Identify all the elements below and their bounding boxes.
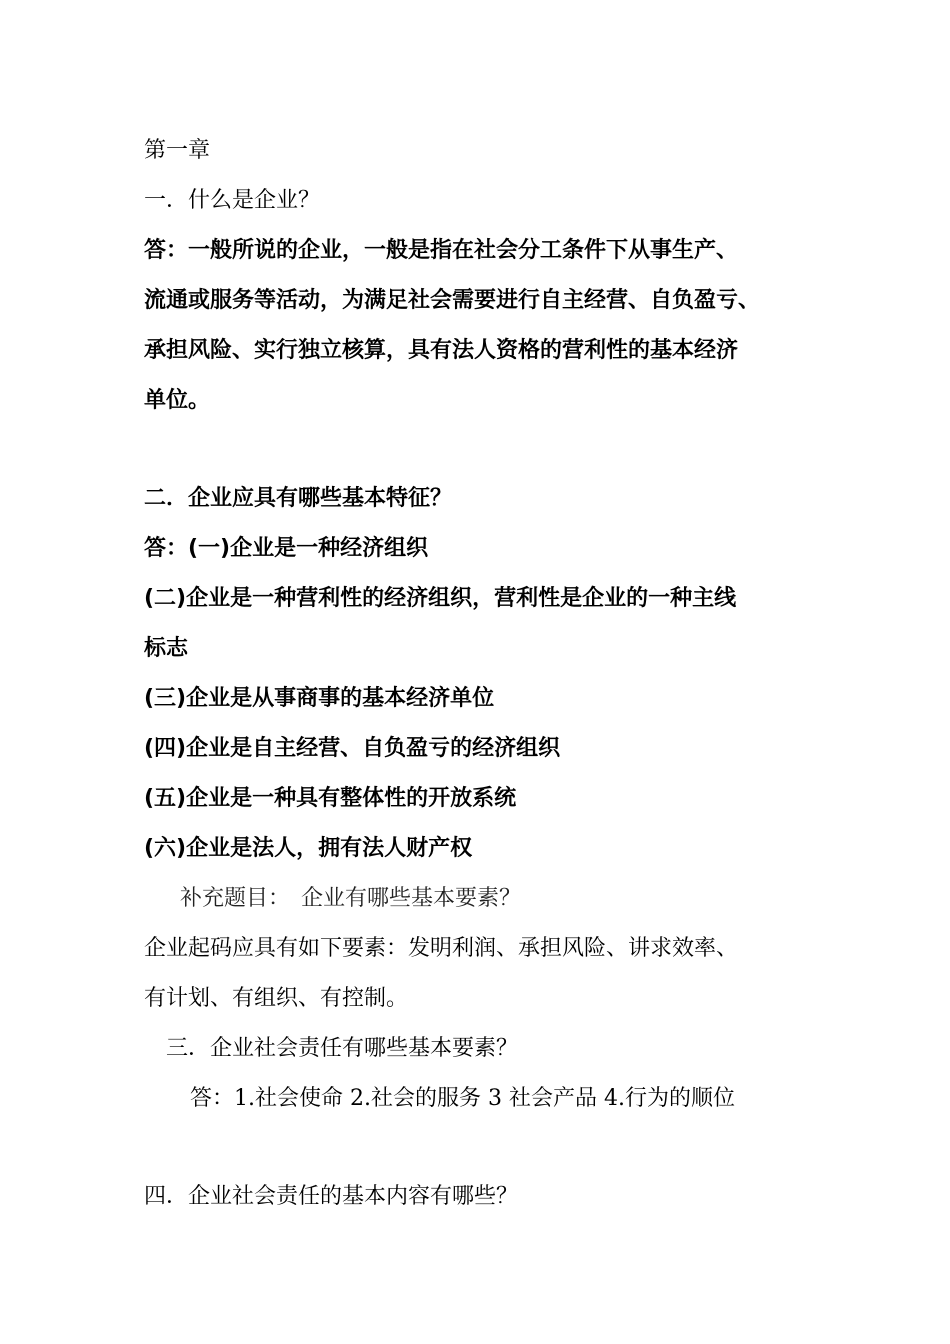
answer-2-line-5: (四)企业是自主经营、自负盈亏的经济组织 [144,736,561,761]
supplement-answer-line-2: 有计划、有组织、有控制。 [144,986,409,1011]
answer-2-line-3: 标志 [144,636,189,661]
answer-1-line-2: 流通或服务等活动，为满足社会需要进行自主经营、自负盈亏、 [144,288,761,313]
question-3: 三．企业社会责任有哪些基本要素？ [166,1036,519,1061]
question-2: 二．企业应具有哪些基本特征？ [144,486,453,511]
answer-2-line-7: (六)企业是法人，拥有法人财产权 [144,836,473,861]
answer-2-line-6: (五)企业是一种具有整体性的开放系统 [144,786,517,811]
question-1: 一．什么是企业？ [144,188,321,213]
supplement-question: 补充题目： 企业有哪些基本要素？ [180,886,522,911]
question-4: 四．企业社会责任的基本内容有哪些？ [144,1184,519,1209]
answer-2-line-1: 答：(一)企业是一种经济组织 [144,536,429,561]
answer-1-line-4: 单位。 [144,388,211,413]
answer-1-line-1: 答：一般所说的企业，一般是指在社会分工条件下从事生产、 [144,238,739,263]
answer-1-line-3: 承担风险、实行独立核算，具有法人资格的营利性的基本经济 [144,338,739,363]
chapter-title: 第一章 [144,138,211,163]
answer-3: 答：1.社会使命 2.社会的服务 3 社会产品 4.行为的顺位 [190,1086,735,1111]
supplement-answer-line-1: 企业起码应具有如下要素：发明利润、承担风险、讲求效率、 [144,936,739,961]
answer-2-line-2: (二)企业是一种营利性的经济组织，营利性是企业的一种主线 [144,586,737,611]
answer-2-line-4: (三)企业是从事商事的基本经济单位 [144,686,495,711]
